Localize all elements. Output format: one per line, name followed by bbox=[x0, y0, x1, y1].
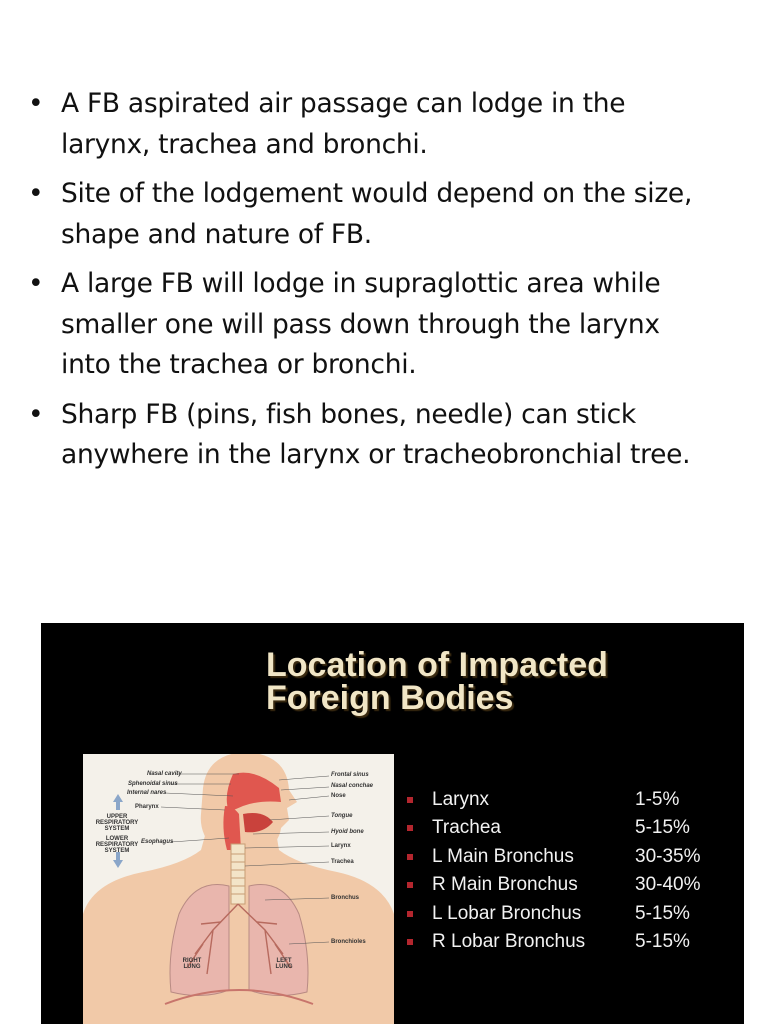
label-nasal-cavity: Nasal cavity bbox=[147, 771, 182, 777]
stat-row bbox=[403, 786, 733, 814]
square-bullet-icon bbox=[407, 882, 413, 888]
stat-site: R Main Bronchus bbox=[432, 874, 578, 896]
bullet-line: anywhere in the larynx or tracheobronchial tree. bbox=[61, 439, 691, 470]
bullet-marker: • bbox=[28, 268, 44, 299]
label-bronchus: Bronchus bbox=[331, 895, 360, 901]
label-nasal-conchae: Nasal conchae bbox=[331, 783, 374, 789]
label-hyoid-bone: Hyoid bone bbox=[331, 829, 364, 835]
stat-percent: 1-5% bbox=[635, 789, 680, 810]
label-line: UPPER bbox=[106, 814, 128, 820]
slide-title bbox=[266, 646, 608, 717]
bullet-line: smaller one will pass down through the larynx bbox=[61, 308, 660, 340]
stat-row bbox=[403, 814, 733, 842]
bullet-item bbox=[28, 84, 748, 165]
stat-percent: 5-15% bbox=[635, 902, 690, 924]
embedded-slide bbox=[41, 623, 744, 1024]
label-line: LUNG bbox=[183, 964, 201, 970]
label-upper-respiratory-system bbox=[89, 814, 145, 832]
bullet-marker: • bbox=[28, 398, 44, 430]
label-line: LOWER bbox=[105, 836, 129, 842]
label-trachea: Trachea bbox=[331, 859, 354, 865]
label-line: RIGHT bbox=[182, 958, 202, 964]
stat-row bbox=[403, 871, 733, 899]
label-sphenoidal-sinus: Sphenoidal sinus bbox=[128, 781, 178, 787]
slide-title-line: Location of Impacted bbox=[266, 646, 608, 684]
bullet-item bbox=[28, 395, 748, 476]
bullet-list bbox=[28, 84, 748, 485]
square-bullet-icon bbox=[407, 939, 413, 945]
stat-site: R Lobar Bronchus bbox=[432, 930, 586, 952]
label-tongue: Tongue bbox=[331, 813, 353, 819]
label-lower-respiratory-system bbox=[87, 836, 147, 854]
trachea-shape bbox=[231, 844, 245, 904]
bullet-line: Sharp FB (pins, fish bones, needle) can stick bbox=[61, 398, 636, 430]
label-line: SYSTEM bbox=[104, 826, 130, 832]
label-right-lung bbox=[177, 958, 207, 970]
stat-row bbox=[403, 900, 733, 928]
stat-row bbox=[403, 928, 733, 956]
label-line: RESPIRATORY bbox=[95, 842, 139, 848]
bullet-line: A FB aspirated air passage can lodge in the bbox=[61, 88, 626, 119]
stat-site: Larynx bbox=[432, 789, 490, 810]
stat-row bbox=[403, 843, 733, 871]
label-line: LUNG bbox=[275, 964, 293, 970]
label-nose: Nose bbox=[331, 793, 346, 799]
impaction-statistics-list bbox=[403, 786, 733, 956]
slide-title-line: Foreign Bodies bbox=[266, 679, 514, 717]
bullet-marker: • bbox=[28, 178, 44, 209]
bullet-marker: • bbox=[28, 88, 44, 119]
bullet-item bbox=[28, 174, 748, 255]
bullet-line: into the trachea or bronchi. bbox=[61, 349, 417, 380]
label-esophagus: Esophagus bbox=[141, 839, 174, 845]
label-pharynx: Pharynx bbox=[135, 804, 159, 810]
stat-percent: 30-35% bbox=[635, 845, 701, 867]
label-internal-nares: Internal nares bbox=[127, 790, 167, 796]
square-bullet-icon bbox=[407, 797, 413, 803]
label-line: SYSTEM bbox=[104, 848, 130, 854]
label-larynx: Larynx bbox=[331, 843, 351, 849]
bullet-line: shape and nature of FB. bbox=[61, 218, 372, 250]
label-line: RESPIRATORY bbox=[95, 820, 139, 826]
label-bronchioles: Bronchioles bbox=[331, 939, 366, 945]
stat-site: L Lobar Bronchus bbox=[432, 902, 582, 924]
square-bullet-icon bbox=[407, 911, 413, 917]
stat-percent: 30-40% bbox=[635, 874, 701, 896]
label-left-lung bbox=[271, 958, 297, 970]
respiratory-system-diagram bbox=[83, 754, 394, 1024]
bullet-line: larynx, trachea and bronchi. bbox=[61, 128, 428, 160]
bullet-line: A large FB will lodge in supraglottic area while bbox=[61, 268, 661, 299]
stat-site: L Main Bronchus bbox=[432, 845, 574, 867]
bullet-line: Site of the lodgement would depend on the size, bbox=[61, 178, 693, 209]
stat-percent: 5-15% bbox=[635, 817, 690, 839]
stat-percent: 5-15% bbox=[635, 930, 690, 952]
square-bullet-icon bbox=[407, 825, 413, 831]
label-frontal-sinus: Frontal sinus bbox=[331, 772, 369, 778]
stat-site: Trachea bbox=[432, 817, 501, 839]
label-line: LEFT bbox=[276, 958, 292, 964]
square-bullet-icon bbox=[407, 854, 413, 860]
bullet-item bbox=[28, 264, 748, 386]
